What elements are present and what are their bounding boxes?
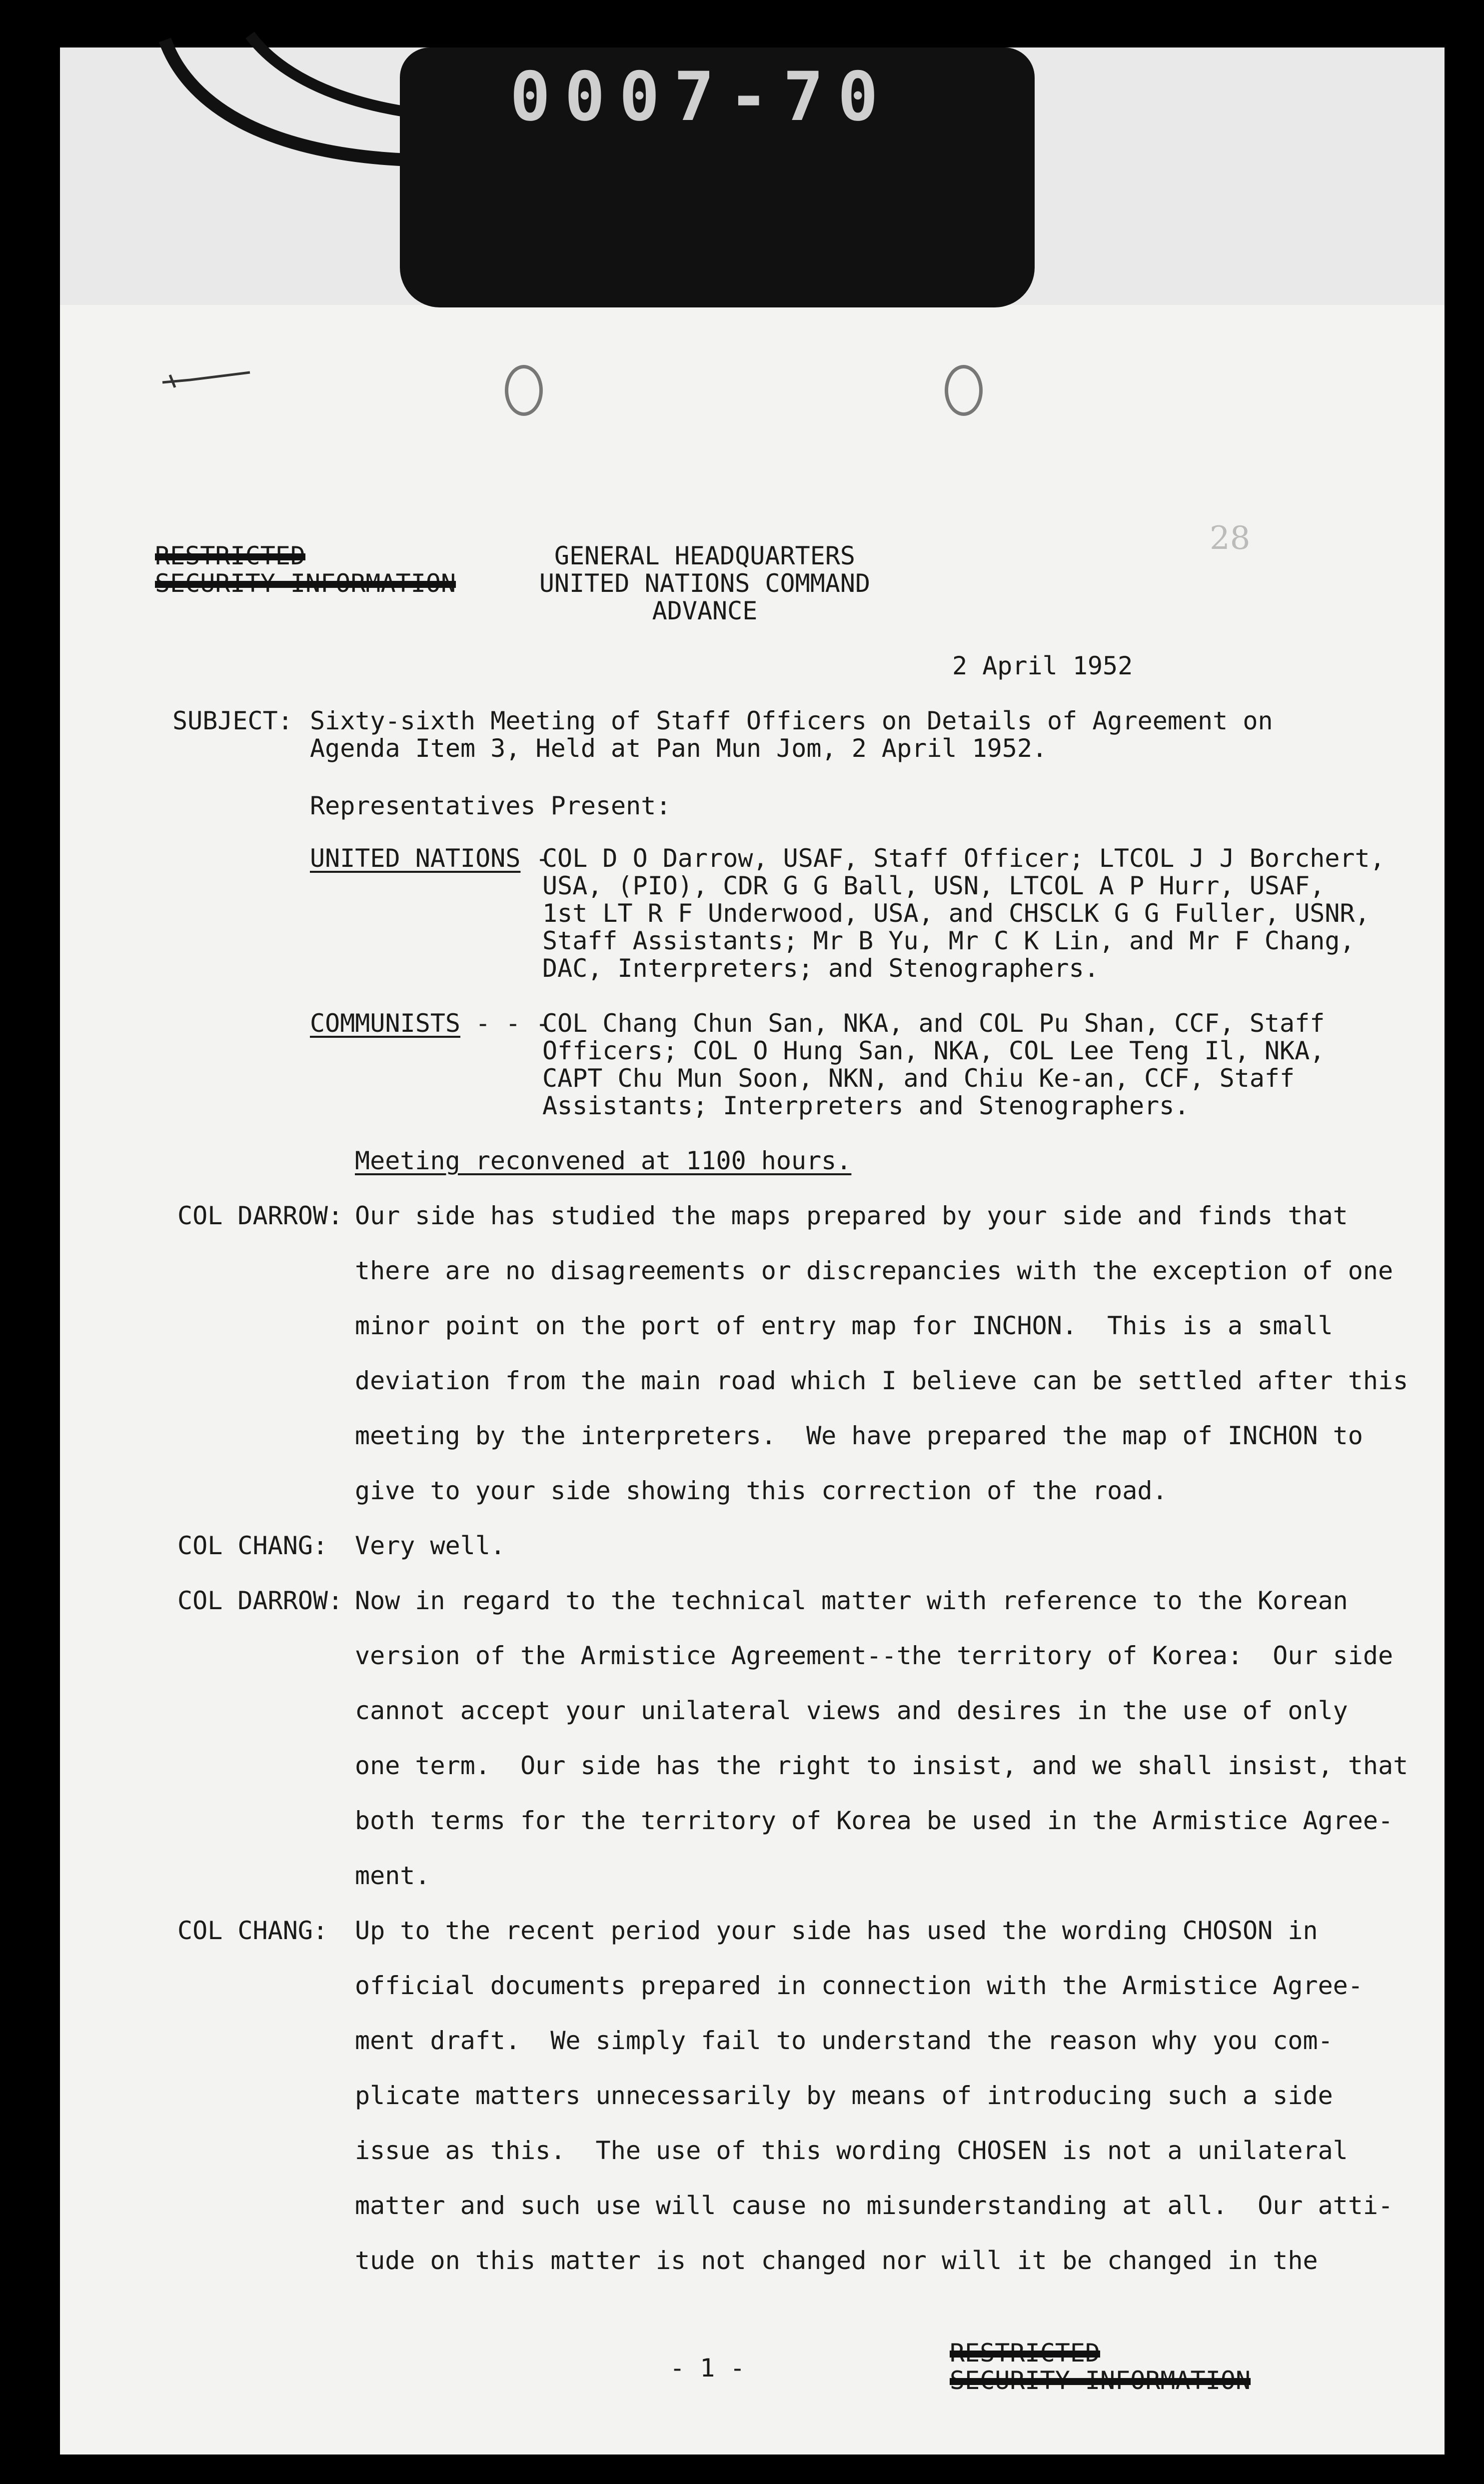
dialogue-line: official documents prepared in connection with the Armistice Agree- [355, 1971, 1363, 2000]
org-header-line: UNITED NATIONS COMMAND [539, 569, 871, 598]
punch-hole [505, 365, 543, 416]
un-rep-line: Staff Assistants; Mr B Yu, Mr C K Lin, and Mr F Chang, [542, 926, 1355, 955]
dialogue-line: meeting by the interpreters. We have prepared the map of INCHON to [355, 1421, 1363, 1450]
dialogue-line: deviation from the main road which I believe can be settled after this [355, 1366, 1409, 1395]
dialogue-line: Very well. [355, 1531, 506, 1560]
dialogue-line: give to your side showing this correction of the road. [355, 1476, 1168, 1505]
classification-line: RESTRICTED [155, 541, 306, 570]
communists-label: COMMUNISTS - - - [310, 1009, 551, 1038]
dialogue-line: matter and such use will cause no misunderstanding at all. Our atti- [355, 2191, 1394, 2220]
punch-hole [945, 365, 983, 416]
dialogue-line: plicate matters unnecessarily by means of introducing such a side [355, 2081, 1333, 2110]
dialogue-line: cannot accept your unilateral views and desires in the use of only [355, 1696, 1348, 1725]
un-rep-line: USA, (PIO), CDR G G Ball, USN, LTCOL A P Hurr, USAF, [542, 871, 1325, 900]
dialogue-line: version of the Armistice Agreement--the territory of Korea: Our side [355, 1641, 1394, 1670]
representatives-label: Representatives Present: [310, 791, 671, 820]
un-rep-line: DAC, Interpreters; and Stenographers. [542, 954, 1099, 983]
org-header-line: ADVANCE [652, 596, 758, 625]
dialogue-line: tude on this matter is not changed nor will it be changed in the [355, 2246, 1318, 2275]
speaker-label: COL DARROW: [177, 1586, 343, 1615]
document-date: 2 April 1952 [952, 651, 1133, 680]
communist-rep-line: CAPT Chu Mun Soon, NKN, and Chiu Ke-an, CCF, Staff [542, 1064, 1295, 1093]
un-rep-line: COL D O Darrow, USAF, Staff Officer; LTCOL J J Borchert, [542, 844, 1385, 873]
dialogue-line: there are no disagreements or discrepancies with the exception of one [355, 1256, 1394, 1285]
dialogue-line: ment draft. We simply fail to understand the reason why you com- [355, 2026, 1333, 2055]
dialogue-line: one term. Our side has the right to insist, and we shall insist, that [355, 1751, 1409, 1780]
speaker-label: COL CHANG: [177, 1916, 328, 1945]
frame-counter: 0007-70 [510, 57, 892, 136]
communist-rep-line: Officers; COL O Hung San, NKA, COL Lee Teng Il, NKA, [542, 1036, 1325, 1065]
dialogue-line: both terms for the territory of Korea be used in the Armistice Agree- [355, 1806, 1394, 1835]
communist-rep-line: COL Chang Chun San, NKA, and COL Pu Shan, CCF, Staff [542, 1009, 1325, 1038]
classification-line: SECURITY INFORMATION [155, 569, 456, 598]
subject-line: Agenda Item 3, Held at Pan Mun Jom, 2 April 1952. [310, 734, 1048, 763]
dialogue-line: Up to the recent period your side has used the wording CHOSON in [355, 1916, 1318, 1945]
dialogue-line: Now in regard to the technical matter with reference to the Korean [355, 1586, 1348, 1615]
dialogue-line: Our side has studied the maps prepared by your side and finds that [355, 1201, 1348, 1230]
pencil-page-number: 28 [1210, 520, 1251, 557]
dialogue-line: ment. [355, 1861, 430, 1890]
reconvened-note: Meeting reconvened at 1100 hours. [355, 1146, 852, 1175]
speaker-label: COL CHANG: [177, 1531, 328, 1560]
un-rep-line: 1st LT R F Underwood, USA, and CHSCLK G G Fuller, USNR, [542, 899, 1370, 928]
speaker-label: COL DARROW: [177, 1201, 343, 1230]
subject-line: Sixty-sixth Meeting of Staff Officers on Details of Agreement on [310, 706, 1273, 735]
subject-label: SUBJECT: [172, 706, 293, 735]
org-header-line: GENERAL HEADQUARTERS [554, 541, 856, 570]
pencil-mark [160, 360, 255, 395]
footer-classification-line: SECURITY INFORMATION [950, 2366, 1251, 2395]
footer-classification-line: RESTRICTED [950, 2339, 1101, 2368]
communist-rep-line: Assistants; Interpreters and Stenographers. [542, 1091, 1190, 1120]
un-label: UNITED NATIONS - [310, 844, 551, 873]
dialogue-line: minor point on the port of entry map for INCHON. This is a small [355, 1311, 1333, 1340]
dialogue-line: issue as this. The use of this wording CHOSEN is not a unilateral [355, 2136, 1348, 2165]
page-number: - 1 - [670, 2354, 745, 2383]
